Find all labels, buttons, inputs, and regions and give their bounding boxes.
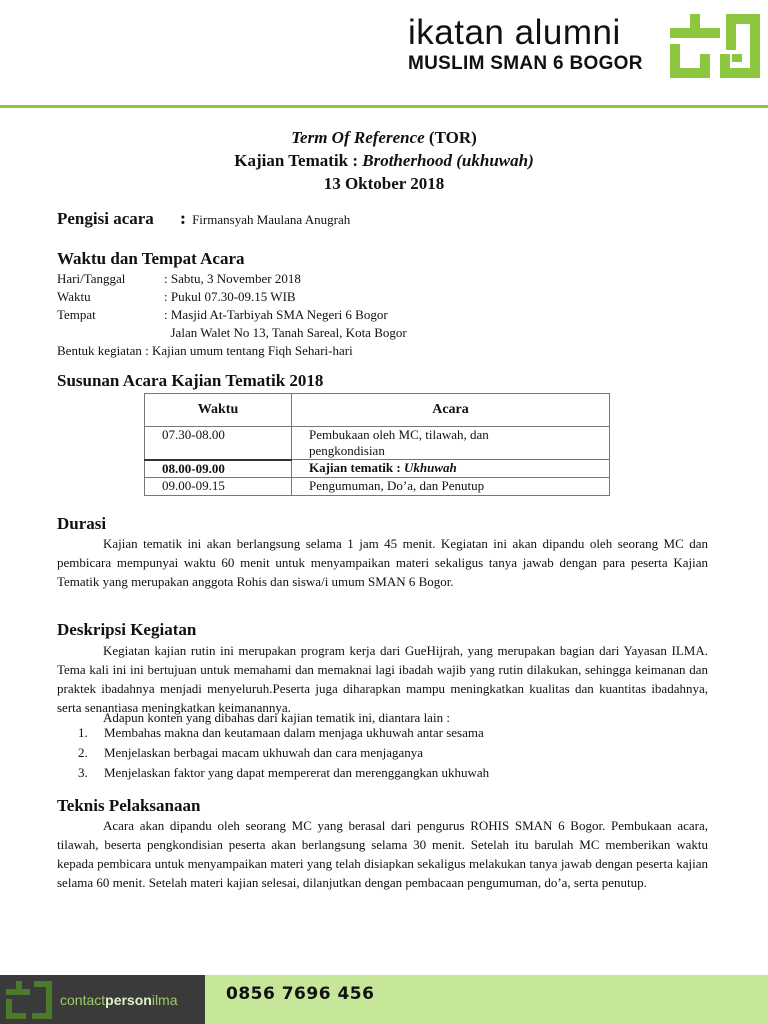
title-line2 [0,149,768,172]
title-line1 [0,126,768,149]
deskripsi-intro: Adapun konten yang dibahas dari kajian tematik ini, diantara lain : [103,710,450,725]
title-theme: Brotherhood (ukhuwah) [362,151,534,170]
table-row [145,478,610,496]
cell-waktu: 09.00-09.15 [145,478,292,496]
contact-word: contact [60,992,106,1008]
header-waktu: Waktu [145,394,292,427]
pengisi-value: Firmansyah Maulana Anugrah [192,212,351,227]
ikatan-alumni-logo [670,14,760,78]
schedule-table [144,393,610,496]
list-text: Menjelaskan berbagai macam ukhuwah dan cara menjaganya [104,745,424,760]
title-tor: (TOR) [424,128,477,147]
waktu-tempat-heading: Waktu dan Tempat Acara [57,249,245,268]
detail-value: : Sabtu, 3 November 2018 [164,271,301,286]
brand-line1: ikatan alumni [408,13,621,52]
detail-row [57,324,407,342]
detail-row [57,288,407,306]
document-title [0,126,768,195]
title-date: 13 Oktober 2018 [323,174,445,193]
pengisi-acara [57,209,350,229]
list-text: Membahas makna dan keutamaan dalam menjaga ukhuwah antar sesama [104,725,484,740]
detail-row [57,306,407,324]
durasi-heading: Durasi [57,514,107,533]
brand-name [408,14,643,76]
table-header-row [145,394,610,427]
detail-key: Waktu [57,289,91,304]
teknis-heading: Teknis Pelaksanaan [57,796,201,815]
cell-acara-prefix: Kajian tematik : [309,460,404,475]
title-kajian: Kajian Tematik : [234,151,363,170]
list-number: 1. [78,725,88,740]
detail-value: Jalan Walet No 13, Tanah Sareal, Kota Bogor [164,325,407,340]
detail-row [57,270,407,288]
detail-key: Tempat [57,307,96,322]
cell-acara-italic: Ukhuwah [403,460,457,475]
ilma-word: ilma [151,992,178,1008]
cell-acara [292,460,610,478]
durasi-text: Kajian tematik ini akan berlangsung selama 1 jam 45 menit. Kegiatan ini akan dipandu oleh seorang MC dan pembicara mempunyai waktu 60 menit untuk menyampaikan materi sekaligus tanya jawab dengan para peserta Kajian Tematik yang merupakan anggota Rohis dan siswa/i umum SMAN 6 Bogor. [57,536,708,589]
person-word: person [105,992,152,1008]
bentuk-kegiatan: Bentuk kegiatan : Kajian umum tentang Fiqh Sehari-hari [57,343,353,358]
pengisi-label: Pengisi acara [57,209,154,228]
list-text: Menjelaskan faktor yang dapat mempererat dan merenggangkan ukhuwah [104,765,490,780]
list-item [78,723,489,743]
detail-value: : Pukul 07.30-09.15 WIB [164,289,296,304]
list-item [78,763,489,783]
detail-key: Hari/Tanggal [57,271,126,286]
waktu-tempat-details [57,270,407,360]
footer-contact-label [60,992,178,1008]
pengisi-colon: : [179,209,187,229]
cell-waktu: 08.00-09.00 [145,460,292,478]
footer-dark-band [0,975,214,1024]
list-number: 3. [78,765,88,780]
table-row [145,427,610,460]
header-acara: Acara [292,394,610,427]
content-list [78,723,489,783]
brand-line2: MUSLIM SMAN 6 BOGOR [408,53,643,74]
list-item [78,743,489,763]
footer [0,975,768,1024]
footer-phone: 0856 7696 456 [226,984,375,1004]
detail-key [57,324,164,342]
susunan-heading: Susunan Acara Kajian Tematik 2018 [57,371,324,390]
cell-acara: Pengumuman, Do’a, dan Penutup [292,478,610,496]
table-row [145,460,610,478]
header-divider [0,105,768,108]
cell-waktu: 07.30-08.00 [145,427,292,460]
detail-value: : Masjid At-Tarbiyah SMA Negeri 6 Bogor [164,307,388,322]
teknis-text: Acara akan dipandu oleh seorang MC yang berasal dari pengurus ROHIS SMAN 6 Bogor. Pembukaan acara, tilawah, beserta pengkondisian peserta akan berlangsung selama 30 menit. Setelah itu barulah MC memberikan waktu kepada pembicara untuk menyampaikan materi yang telah disiapkan sekaligus melakukan tanya jawab dengan peserta kajian selama 60 menit. Setelah materi kajian selesai, dilanjutkan dengan pembacaan pengumuman, do’a, serta penutup. [57,818,708,890]
deskripsi-heading: Deskripsi Kegiatan [57,620,197,639]
title-term: Term Of Reference [291,128,425,147]
footer-logo-icon [6,981,52,1019]
cell-acara: Pembukaan oleh MC, tilawah, dan pengkondisian [292,427,610,460]
deskripsi-text: Kegiatan kajian rutin ini merupakan program kerja dari GueHijrah, yang merupakan bagian dari Yayasan ILMA. Tema kali ini ini bertujuan untuk memahami dan memaknai lagi ibadah wajib yang rutin dilakukan, sehingga keimanan dan praktek ibadahnya menjadi menyeluruh.Peserta juga diharapkan mampu meningkatkan kualitas dan kuantitas ibadahnya, serta senantiasa meningkatkan keimanannya. [57,643,708,715]
list-number: 2. [78,745,88,760]
